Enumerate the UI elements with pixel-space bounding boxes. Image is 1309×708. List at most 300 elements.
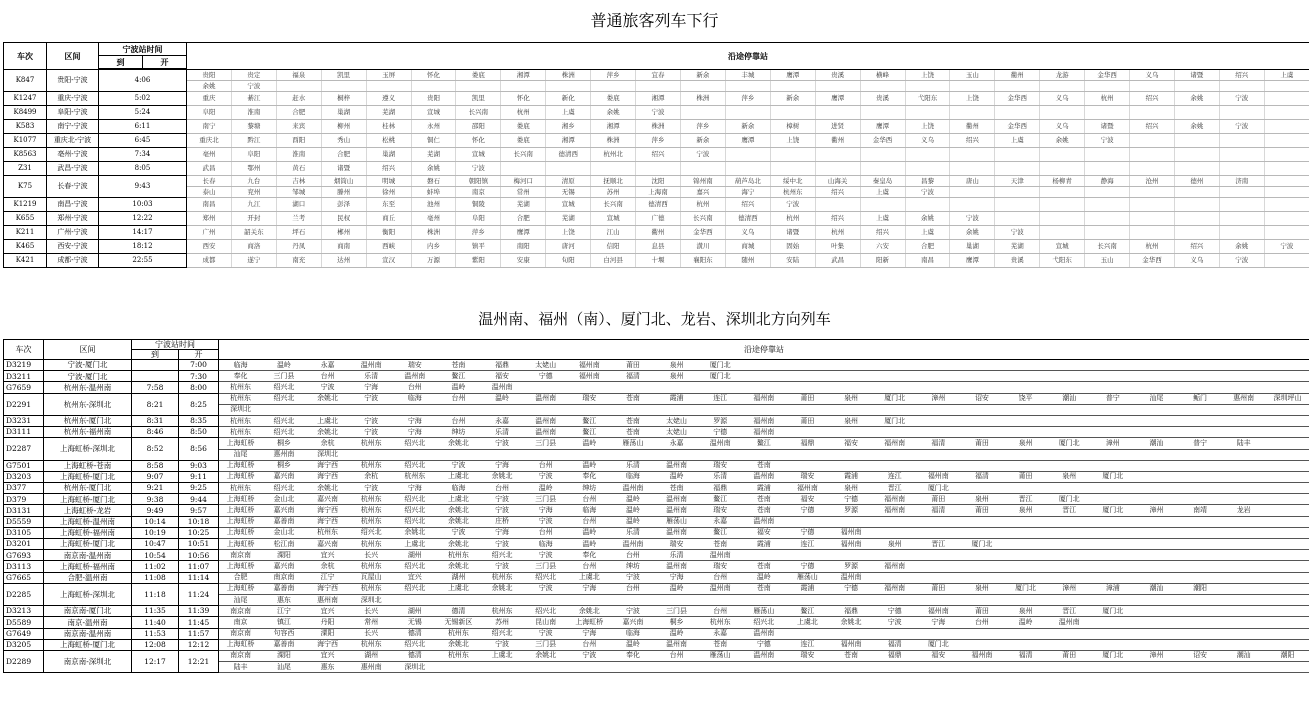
empty-cell (1266, 583, 1309, 594)
empty-cell (591, 81, 636, 92)
table-row (4, 494, 1309, 505)
station: 绍兴北 (524, 606, 568, 617)
empty-cell (1135, 449, 1179, 460)
empty-cell (1178, 527, 1222, 538)
station: 上海虹桥 (568, 617, 612, 628)
station: 株洲 (546, 70, 591, 81)
empty-cell (960, 460, 1004, 471)
station: 余姚 (905, 212, 950, 226)
table-row (4, 427, 1309, 438)
station: 绍兴北 (349, 527, 393, 538)
station: 朝阳镇 (456, 176, 501, 187)
station: 玉山 (1085, 254, 1130, 268)
station: 南阳 (501, 240, 546, 254)
station: 上海虹桥 (219, 505, 263, 516)
empty-cell (480, 449, 524, 460)
station: 株洲 (680, 92, 725, 106)
table-row (4, 471, 1309, 482)
train-number: D3105 (4, 527, 44, 538)
arrive-time: 4:06 (99, 70, 187, 92)
depart-time: 11:24 (179, 583, 219, 605)
station: 饶平 (1004, 393, 1048, 404)
station: 随州 (725, 254, 770, 268)
empty-cell (1091, 404, 1135, 415)
station: 奉化 (219, 371, 263, 382)
route: 南京南-温州南 (44, 628, 132, 639)
station: 宁波 (480, 561, 524, 572)
station: 上虞北 (437, 494, 481, 505)
empty-cell (786, 382, 830, 393)
station: 温州南 (655, 494, 699, 505)
station: 厦门北 (1091, 471, 1135, 482)
station: 芜湖 (995, 240, 1040, 254)
empty-cell (873, 371, 917, 382)
empty-cell (1135, 617, 1179, 628)
empty-cell (1135, 606, 1179, 617)
station: 苍南 (437, 360, 481, 371)
empty-cell (1085, 212, 1130, 226)
station: 贵溪 (860, 92, 905, 106)
station: 瑞安 (698, 561, 742, 572)
empty-cell (306, 404, 350, 415)
station: 义乌 (1040, 92, 1085, 106)
station: 温州南 (829, 572, 873, 583)
empty-cell (786, 550, 830, 561)
empty-cell (1047, 371, 1091, 382)
station: 乐清 (655, 550, 699, 561)
empty-cell (1047, 550, 1091, 561)
station: 巢湖 (366, 148, 411, 162)
arrive-time: 10:47 (132, 539, 179, 550)
station: 株洲 (591, 134, 636, 148)
station: 德清 (437, 606, 481, 617)
station: 潮汕 (1135, 438, 1179, 449)
station: 厦门北 (1091, 606, 1135, 617)
route: 合肥-温州南 (44, 572, 132, 583)
station: 邵阳 (456, 120, 501, 134)
empty-cell (1040, 198, 1085, 212)
station: 宁德 (829, 583, 873, 594)
station: 安陆 (770, 254, 815, 268)
station: 宁德 (786, 505, 830, 516)
station: 天津 (995, 176, 1040, 187)
station: 黎塘 (231, 120, 276, 134)
station: 诸暨 (321, 162, 366, 176)
station: 惠州南 (262, 449, 306, 460)
empty-cell (1085, 162, 1130, 176)
station: 九台 (231, 176, 276, 187)
table-row (4, 606, 1309, 617)
empty-cell (1222, 471, 1266, 482)
empty-cell (960, 449, 1004, 460)
station: 绍兴北 (480, 628, 524, 639)
empty-cell (1135, 494, 1179, 505)
station: 漳浦 (1091, 583, 1135, 594)
station: 鹰潭 (950, 254, 995, 268)
empty-cell (1004, 662, 1048, 673)
empty-cell (1004, 427, 1048, 438)
table-row (4, 148, 1309, 162)
station: 惠东 (262, 594, 306, 605)
empty-cell (1091, 483, 1135, 494)
empty-cell (611, 382, 655, 393)
station: 合肥 (905, 240, 950, 254)
empty-cell (1222, 483, 1266, 494)
header-arrive: 到 (132, 350, 179, 360)
station: 福安 (480, 371, 524, 382)
station: 怀化 (411, 70, 456, 81)
station: 温岭 (524, 483, 568, 494)
train-number: D5589 (4, 617, 44, 628)
station: 绍兴 (1130, 120, 1175, 134)
empty-cell (1174, 81, 1219, 92)
station: 厦门北 (1004, 583, 1048, 594)
station: 余姚 (1174, 120, 1219, 134)
station: 衡阳 (366, 226, 411, 240)
station: 绍兴 (1219, 70, 1264, 81)
header-train: 车次 (4, 43, 47, 70)
station: 湖州 (393, 606, 437, 617)
empty-cell (1222, 382, 1266, 393)
station: 昆山南 (524, 617, 568, 628)
empty-cell (480, 662, 524, 673)
station: 海宁西 (306, 583, 350, 594)
station: 霞浦 (655, 393, 699, 404)
table-row (4, 438, 1309, 449)
empty-cell (1222, 404, 1266, 415)
station: 上海虹桥 (219, 583, 263, 594)
route: 上海虹桥-龙岩 (44, 505, 132, 516)
empty-cell (950, 187, 995, 198)
empty-cell (1004, 572, 1048, 583)
station: 余姚 (950, 226, 995, 240)
station: 合肥 (501, 212, 546, 226)
station: 遂宁 (231, 254, 276, 268)
station: 宁海 (568, 628, 612, 639)
station: 金华西 (995, 120, 1040, 134)
empty-cell (1178, 561, 1222, 572)
station: 蚌埠 (411, 187, 456, 198)
empty-cell (873, 662, 917, 673)
empty-cell (829, 594, 873, 605)
table-row (4, 187, 1309, 198)
empty-cell (1178, 382, 1222, 393)
station: 深圳坪山 (1266, 393, 1309, 404)
station: 连江 (873, 471, 917, 482)
station: 宁波 (480, 505, 524, 516)
depart-time: 9:03 (179, 460, 219, 471)
table-row (4, 176, 1309, 187)
empty-cell (1266, 606, 1309, 617)
empty-cell (873, 460, 917, 471)
route: 杭州东-深圳北 (44, 393, 132, 415)
empty-cell (950, 198, 995, 212)
station: 株洲 (411, 226, 456, 240)
empty-cell (1264, 176, 1309, 187)
station: 泉州 (655, 360, 699, 371)
station: 汕尾 (219, 449, 263, 460)
table-row (4, 617, 1309, 628)
station: 德州 (1174, 176, 1219, 187)
empty-cell (276, 81, 321, 92)
station: 宁海 (393, 483, 437, 494)
station: 宁波 (349, 393, 393, 404)
empty-cell (873, 360, 917, 371)
station: 福州南 (873, 494, 917, 505)
train-number: D3131 (4, 505, 44, 516)
arrive-time: 5:24 (99, 106, 187, 120)
empty-cell (1178, 360, 1222, 371)
empty-cell (1219, 187, 1264, 198)
station: 潮阳 (1266, 650, 1309, 661)
empty-cell (1130, 106, 1175, 120)
station: 武昌 (187, 162, 232, 176)
station: 白河县 (591, 254, 636, 268)
station: 漳州 (917, 393, 961, 404)
station: 桐乡 (655, 617, 699, 628)
station: 湘乡 (546, 120, 591, 134)
empty-cell (1266, 539, 1309, 550)
station: 绍兴北 (524, 572, 568, 583)
empty-cell (1130, 198, 1175, 212)
station: 合肥 (219, 572, 263, 583)
empty-cell (1004, 628, 1048, 639)
route: 贵阳-宁波 (47, 70, 99, 92)
train-number: D3231 (4, 415, 44, 426)
empty-cell (1264, 134, 1309, 148)
train-number: D3205 (4, 639, 44, 650)
empty-cell (1222, 572, 1266, 583)
empty-cell (1178, 460, 1222, 471)
station: 诏安 (1178, 650, 1222, 661)
station: 新余 (770, 92, 815, 106)
station: 巢湖 (321, 106, 366, 120)
station: 宁海 (568, 583, 612, 594)
empty-cell (829, 371, 873, 382)
station: 绅坊 (611, 561, 655, 572)
station: 上海虹桥 (219, 494, 263, 505)
station: 苍南 (742, 494, 786, 505)
empty-cell (1004, 561, 1048, 572)
empty-cell (725, 148, 770, 162)
station: 南昌 (905, 254, 950, 268)
empty-cell (655, 449, 699, 460)
empty-cell (960, 516, 1004, 527)
station: 温岭 (568, 527, 612, 538)
empty-cell (1040, 148, 1085, 162)
arrive-time: 11:08 (132, 572, 179, 583)
arrive-time: 11:18 (132, 583, 179, 605)
station: 龙游 (1040, 70, 1085, 81)
empty-cell (1004, 527, 1048, 538)
station: 金山北 (262, 527, 306, 538)
empty-cell (1004, 360, 1048, 371)
depart-time: 9:44 (179, 494, 219, 505)
empty-cell (960, 371, 1004, 382)
arrive-time: 14:17 (99, 226, 187, 240)
station: 鳌江 (742, 438, 786, 449)
header-ningbo-time: 宁波站时间 (99, 43, 187, 56)
station: 瑞安 (786, 650, 830, 661)
station: 南京南 (219, 650, 263, 661)
empty-cell (524, 404, 568, 415)
empty-cell (1266, 382, 1309, 393)
empty-cell (1130, 148, 1175, 162)
empty-cell (1004, 639, 1048, 650)
station: 长兴 (349, 628, 393, 639)
station: 莆田 (960, 606, 1004, 617)
station: 温岭 (611, 505, 655, 516)
train-number: D3211 (4, 371, 44, 382)
station: 杭州东 (219, 382, 263, 393)
station: 龙岩 (1222, 505, 1266, 516)
empty-cell (960, 483, 1004, 494)
station: 嘉善南 (262, 639, 306, 650)
route: 南京南-厦门北 (44, 606, 132, 617)
station: 余姚北 (437, 539, 481, 550)
station: 宁波 (1219, 92, 1264, 106)
station: 宜兴 (306, 650, 350, 661)
station: 绍兴 (860, 226, 905, 240)
route: 上海虹桥-深圳北 (44, 583, 132, 605)
station: 宁德 (829, 494, 873, 505)
station: 韶关东 (231, 226, 276, 240)
table-row (4, 561, 1309, 572)
empty-cell (815, 198, 860, 212)
empty-cell (501, 162, 546, 176)
station: 宁波 (306, 382, 350, 393)
station: 福安 (917, 650, 961, 661)
station: 邹城 (276, 187, 321, 198)
station: 鹰潭 (501, 226, 546, 240)
station: 台州 (480, 483, 524, 494)
empty-cell (742, 594, 786, 605)
station: 长兴南 (501, 148, 546, 162)
empty-cell (950, 106, 995, 120)
station: 山海关 (815, 176, 860, 187)
station: 永州 (411, 120, 456, 134)
station: 福州南 (873, 561, 917, 572)
station: 新化 (546, 92, 591, 106)
empty-cell (1091, 460, 1135, 471)
empty-cell (1135, 527, 1179, 538)
arrive-time: 10:19 (132, 527, 179, 538)
empty-cell (770, 148, 815, 162)
empty-cell (905, 148, 950, 162)
empty-cell (1047, 594, 1091, 605)
station: 杭州 (680, 198, 725, 212)
station: 上海虹桥 (219, 438, 263, 449)
station: 鹰潭 (770, 70, 815, 81)
station: 宁波 (456, 162, 501, 176)
empty-cell (1222, 639, 1266, 650)
station: 福州南 (917, 606, 961, 617)
empty-cell (829, 360, 873, 371)
station: 温州南 (742, 516, 786, 527)
empty-cell (546, 81, 591, 92)
station: 余杭 (349, 471, 393, 482)
empty-cell (960, 628, 1004, 639)
station: 临海 (524, 539, 568, 550)
empty-cell (1264, 92, 1309, 106)
depart-time: 9:57 (179, 505, 219, 516)
empty-cell (568, 594, 612, 605)
station: 商丘 (366, 212, 411, 226)
station: 雁荡山 (698, 650, 742, 661)
empty-cell (1004, 539, 1048, 550)
station: 绍兴北 (393, 583, 437, 594)
station: 福州南 (873, 583, 917, 594)
station: 贵溪 (995, 254, 1040, 268)
empty-cell (873, 516, 917, 527)
arrive-time: 10:54 (132, 550, 179, 561)
station: 杭州 (815, 226, 860, 240)
station: 宣城 (1040, 240, 1085, 254)
station: 上饶 (905, 120, 950, 134)
station: 晋江 (1004, 494, 1048, 505)
station: 桐梓 (321, 92, 366, 106)
empty-cell (1040, 212, 1085, 226)
station: 南京南 (219, 550, 263, 561)
arrive-time: 8:58 (132, 460, 179, 471)
station: 福鼎 (786, 438, 830, 449)
station: 赶水 (276, 92, 321, 106)
empty-cell (262, 404, 306, 415)
station: 宁波 (568, 650, 612, 661)
station: 罗源 (829, 561, 873, 572)
empty-cell (1222, 617, 1266, 628)
station: 萍乡 (636, 134, 681, 148)
empty-cell (786, 404, 830, 415)
empty-cell (829, 382, 873, 393)
station: 泉州 (960, 494, 1004, 505)
empty-cell (742, 360, 786, 371)
empty-cell (1047, 460, 1091, 471)
station: 宁波 (1264, 240, 1309, 254)
station: 江宁 (262, 606, 306, 617)
station: 温岭 (655, 471, 699, 482)
station: 苍南 (698, 639, 742, 650)
station: 余姚北 (437, 561, 481, 572)
empty-cell (1135, 360, 1179, 371)
station: 台州 (698, 572, 742, 583)
station: 奉化 (611, 650, 655, 661)
empty-cell (917, 561, 961, 572)
empty-cell (1219, 226, 1264, 240)
station: 永嘉 (698, 516, 742, 527)
empty-cell (1219, 148, 1264, 162)
station: 凯里 (456, 92, 501, 106)
empty-cell (1222, 494, 1266, 505)
empty-cell (950, 162, 995, 176)
station: 九江 (231, 198, 276, 212)
station: 乐清 (611, 460, 655, 471)
empty-cell (1047, 527, 1091, 538)
train-number: D2287 (4, 438, 44, 460)
station: 宁波 (437, 460, 481, 471)
header-stops: 沿途停靠站 (187, 43, 1309, 70)
station: 松桃 (366, 134, 411, 148)
empty-cell (829, 449, 873, 460)
station: 鲘门 (1178, 393, 1222, 404)
empty-cell (437, 594, 481, 605)
empty-cell (393, 449, 437, 460)
station: 连江 (698, 393, 742, 404)
station: 宣城 (591, 212, 636, 226)
station: 嘉兴南 (306, 539, 350, 550)
empty-cell (1219, 134, 1264, 148)
train-number: K583 (4, 120, 47, 134)
